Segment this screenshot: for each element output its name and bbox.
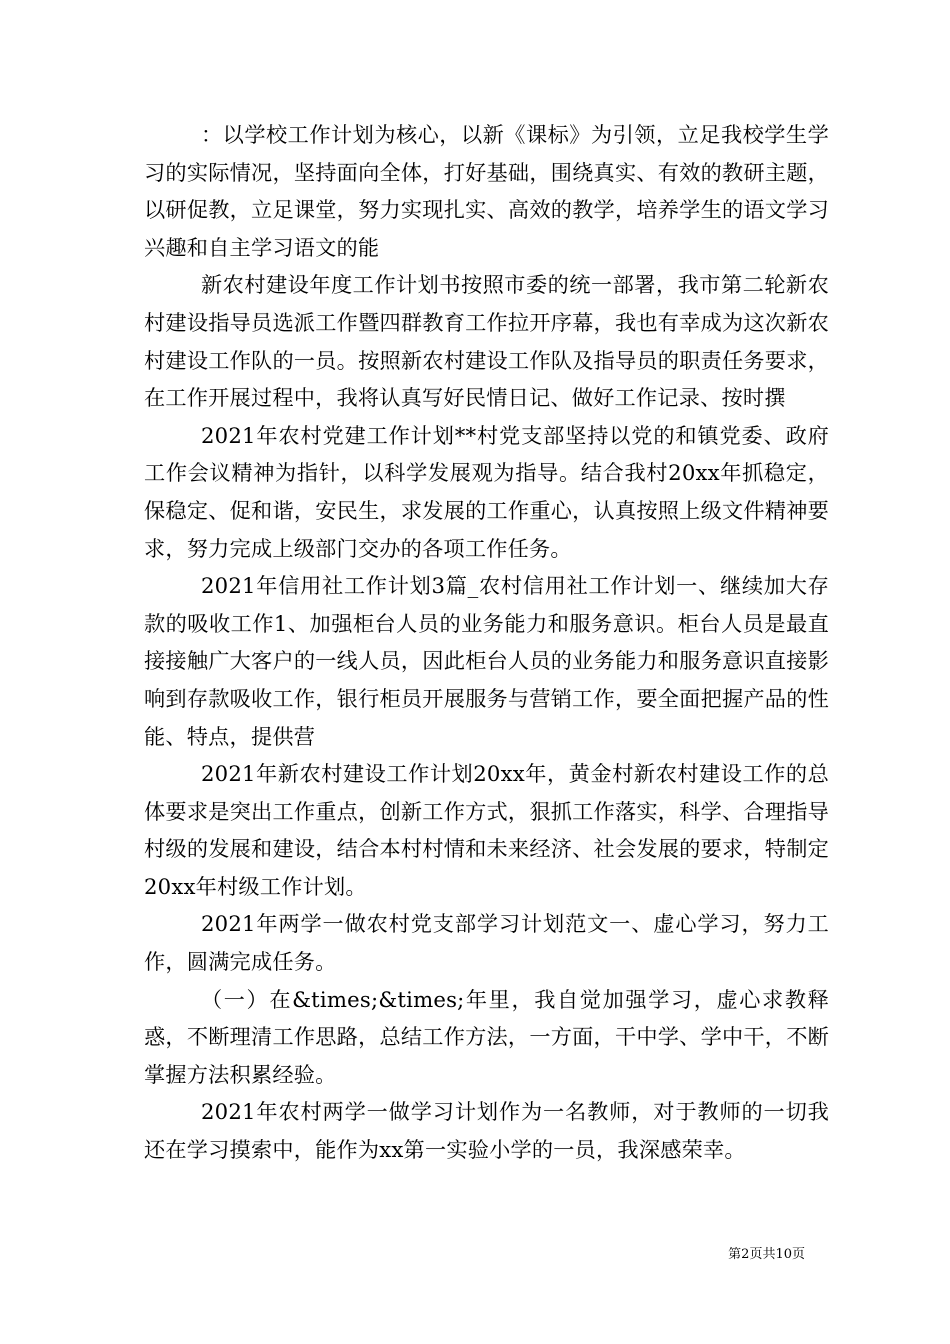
document-body [144, 116, 829, 1169]
paragraph: 新农村建设年度工作计划书按照市委的统一部署，我市第二轮新农村建设指导员选派工作暨四群教育工作拉开序幕，我也有幸成为这次新农村建设工作队的一员。按照新农村建设工作队及指导员的职责任务要求，在工作开展过程中，我将认真写好民情日记、做好工作记录、按时撰 [144, 272, 829, 411]
page-number: 第2页共10页 [728, 1247, 805, 1262]
paragraph: （一）在&times;&times;年里，我自觉加强学习，虚心求教释惑，不断理清工作思路，总结工作方法，一方面，干中学、学中干，不断掌握方法积累经验。 [144, 986, 829, 1087]
paragraph: 2021年新农村建设工作计划20xx年，黄金村新农村建设工作的总体要求是突出工作重点，创新工作方式，狠抓工作落实，科学、合理指导村级的发展和建设，结合本村村情和未来经济、社会发展的要求，特制定20xx年村级工作计划。 [144, 761, 829, 899]
paragraph: 2021年农村党建工作计划**村党支部坚持以党的和镇党委、政府工作会议精神为指针，以科学发展观为指导。结合我村20xx年抓稳定，保稳定、促和谐，安民生，求发展的工作重心，认真按照上级文件精神要求，努力完成上级部门交办的各项工作任务。 [144, 422, 829, 561]
paragraph: 2021年信用社工作计划3篇_农村信用社工作计划一、继续加大存款的吸收工作1、加强柜台人员的业务能力和服务意识。柜台人员是最直接接触广大客户的一线人员，因此柜台人员的业务能力和服务意识直接影响到存款吸收工作，银行柜员开展服务与营销工作，要全面把握产品的性能、特点，提供营 [144, 573, 829, 749]
paragraph: ：以学校工作计划为核心，以新《课标》为引领，立足我校学生学习的实际情况，坚持面向全体，打好基础，围绕真实、有效的教研主题，以研促教，立足课堂，努力实现扎实、高效的教学，培养学生的语文学习兴趣和自主学习语文的能 [144, 122, 829, 260]
paragraph: 2021年两学一做农村党支部学习计划范文一、虚心学习，努力工作，圆满完成任务。 [144, 911, 829, 975]
paragraph: 2021年农村两学一做学习计划作为一名教师，对于教师的一切我还在学习摸索中，能作为xx第一实验小学的一员，我深感荣幸。 [144, 1099, 829, 1163]
